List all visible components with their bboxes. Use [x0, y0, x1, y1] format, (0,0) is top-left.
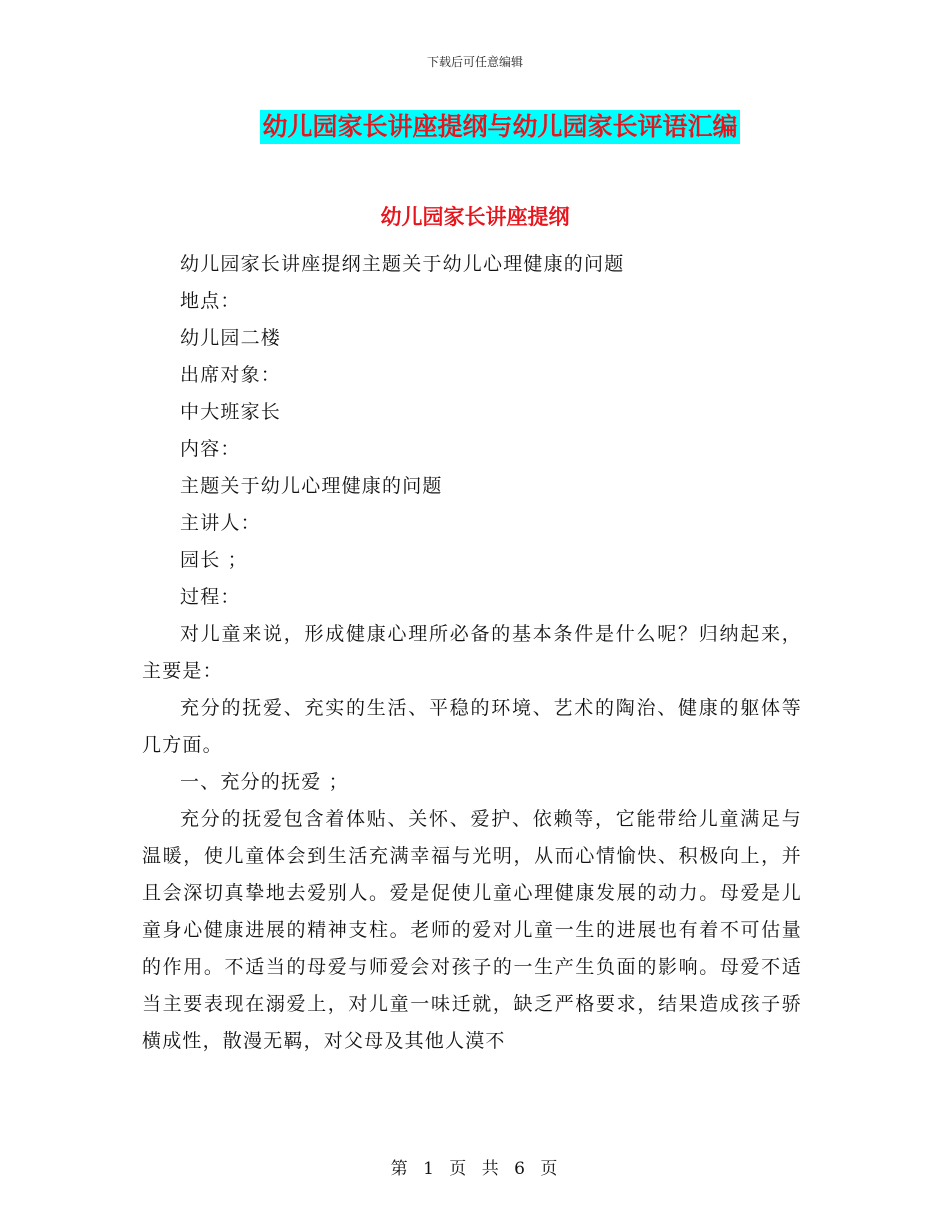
paragraph: 内容： [180, 438, 241, 460]
document-title-container [0, 110, 950, 144]
section-title: 幼儿园家长讲座提纲 [380, 205, 570, 229]
paragraph: 充分的抚爱包含着体贴、关怀、爱护、依赖等，它能带给儿童满足与温暖，使儿童体会到生活充满幸福与光明，从而心情愉快、积极向上，并且会深切真挚地去爱别人。爱是促使儿童心理健康发展的动力。母爱是儿童身心健康进展的精神支柱。老师的爱对儿童一生的进展也有着不可估量的作用。不适当的母爱与师爱会对孩子的一生产生负面的影响。母爱不适当主要表现在溺爱上，对儿童一味迁就，缺乏严格要求，结果造成孩子骄横成性，散漫无羁，对父母及其他人漠不 [142, 808, 802, 1052]
paragraph: 幼儿园二楼 [180, 327, 282, 349]
page-footer [0, 1154, 950, 1179]
paragraph: 园长 ； [180, 549, 248, 571]
header-note: 下载后可任意编辑 [426, 55, 523, 69]
paragraph: 中大班家长 [180, 401, 282, 423]
paragraph: 出席对象： [180, 364, 282, 386]
paragraph: 主讲人： [180, 512, 261, 534]
current-page-number: 1 [423, 1159, 436, 1179]
paragraph: 地点： [180, 290, 241, 312]
document-body [142, 246, 802, 1060]
paragraph: 充分的抚爱、充实的生活、平稳的环境、艺术的陶治、健康的躯体等几方面。 [142, 697, 802, 756]
paragraph: 过程： [180, 586, 241, 608]
footer-label-suffix: 页 [540, 1159, 560, 1179]
footer-label-page: 页 [449, 1159, 469, 1179]
footer-label-total: 共 [481, 1159, 501, 1179]
paragraph: 幼儿园家长讲座提纲主题关于幼儿心理健康的问题 [180, 253, 625, 275]
document-title: 幼儿园家长讲座提纲与幼儿园家长评语汇编 [260, 110, 739, 144]
footer-label-prefix: 第 [390, 1159, 410, 1179]
paragraph: 一、充分的抚爱 ； [180, 771, 349, 793]
paragraph: 对儿童来说，形成健康心理所必备的基本条件是什么呢？归纳起来，主要是： [142, 623, 802, 682]
paragraph: 主题关于幼儿心理健康的问题 [180, 475, 443, 497]
total-pages-number: 6 [514, 1159, 527, 1179]
